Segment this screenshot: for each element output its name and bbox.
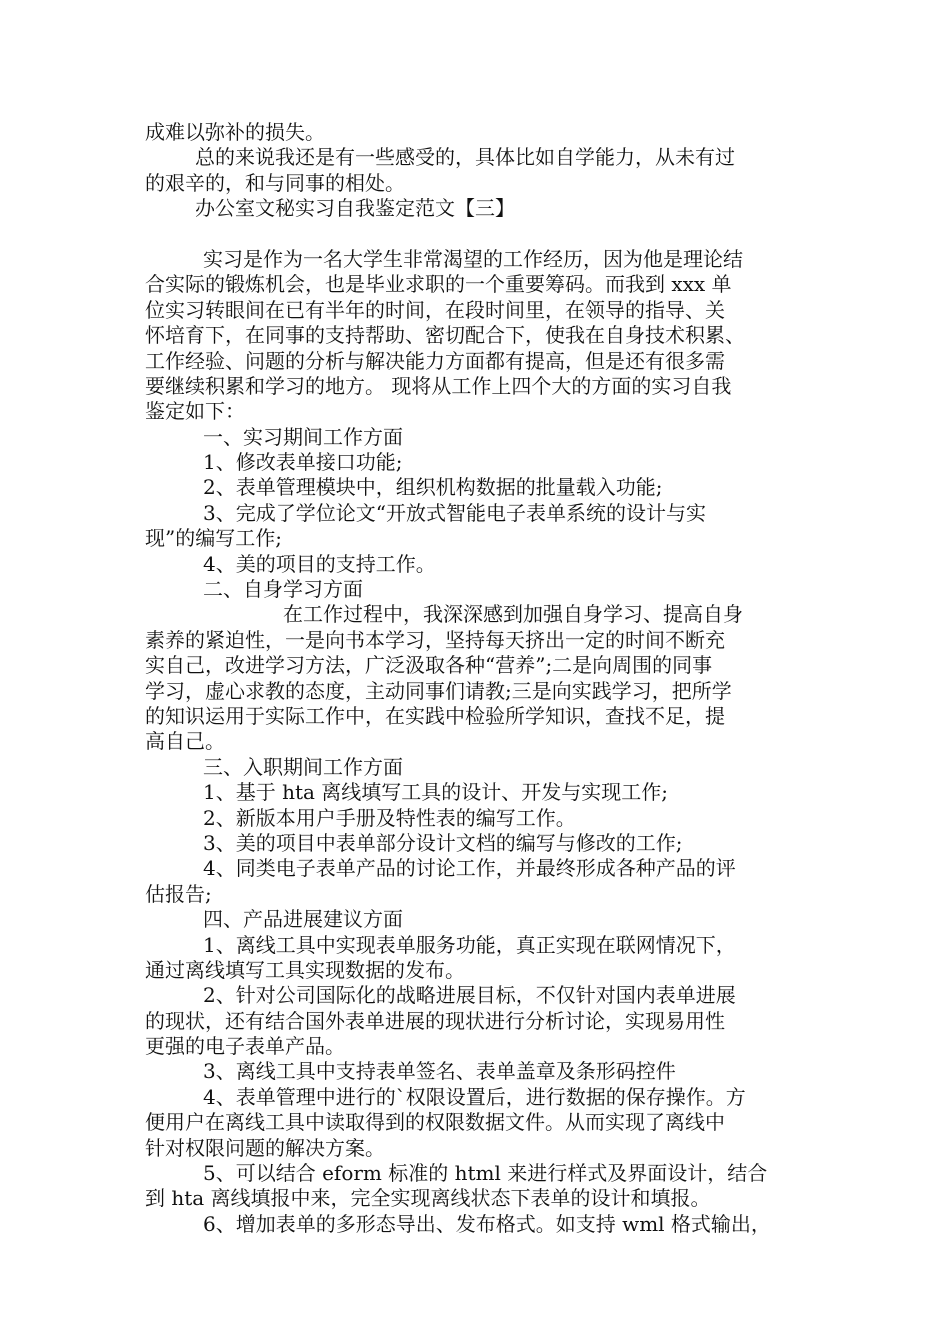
list-item: 3、完成了学位论文“开放式智能电子表单系统的设计与实 bbox=[203, 500, 706, 525]
document-body bbox=[145, 120, 813, 1237]
heading-self-study: 二、自身学习方面 bbox=[203, 577, 363, 602]
list-item: 3、美的项目中表单部分设计文档的编写与修改的工作; bbox=[203, 830, 683, 855]
list-item: 1、离线工具中实现表单服务功能，真正实现在联网情况下， bbox=[203, 932, 736, 957]
text-line: 通过离线填写工具实现数据的发布。 bbox=[145, 957, 465, 982]
text-line: 怀培育下，在同事的支持帮助、密切配合下，使我在自身技术积累、 bbox=[145, 323, 745, 348]
list-item: 6、增加表单的多形态导出、发布格式。如支持 wml 格式输出， bbox=[203, 1211, 771, 1236]
text-line: 现”的编写工作; bbox=[145, 526, 282, 551]
section-title: 办公室文秘实习自我鉴定范文【三】 bbox=[195, 196, 515, 221]
heading-product-suggestions: 四、产品进展建议方面 bbox=[203, 907, 403, 932]
text-line: 学习，虚心求教的态度，主动同事们请教;三是向实践学习，把所学 bbox=[145, 678, 732, 703]
text-line: 要继续积累和学习的地方。 现将从工作上四个大的方面的实习自我 bbox=[145, 373, 732, 398]
list-item: 5、可以结合 eform 标准的 html 来进行样式及界面设计，结合 bbox=[203, 1161, 768, 1186]
blank-line bbox=[145, 222, 813, 247]
text-line: 的知识运用于实际工作中，在实践中检验所学知识，查找不足，提 bbox=[145, 703, 725, 728]
text-line: 针对权限问题的解决方案。 bbox=[145, 1135, 385, 1160]
paragraph-start: 总的来说我还是有一些感受的，具体比如自学能力，从未有过 bbox=[195, 145, 735, 170]
paragraph-start: 在工作过程中，我深深感到加强自身学习、提高自身 bbox=[283, 602, 743, 627]
list-item: 1、基于 hta 离线填写工具的设计、开发与实现工作; bbox=[203, 780, 669, 805]
text-line: 更强的电子表单产品。 bbox=[145, 1034, 345, 1059]
list-item: 2、表单管理模块中，组织机构数据的批量载入功能; bbox=[203, 475, 663, 500]
text-line: 位实习转眼间在已有半年的时间，在段时间里，在领导的指导、关 bbox=[145, 297, 725, 322]
text-line: 高自己。 bbox=[145, 729, 225, 754]
list-item: 4、美的项目的支持工作。 bbox=[203, 551, 436, 576]
list-item: 4、同类电子表单产品的讨论工作，并最终形成各种产品的评 bbox=[203, 856, 736, 881]
text-line: 工作经验、问题的分析与解决能力方面都有提高，但是还有很多需 bbox=[145, 348, 725, 373]
text-line: 实自己，改进学习方法，广泛汲取各种“营养”;二是向周围的同事 bbox=[145, 653, 713, 678]
list-item: 1、修改表单接口功能; bbox=[203, 450, 403, 475]
text-line: 素养的紧迫性，一是向书本学习，坚持每天挤出一定的时间不断充 bbox=[145, 627, 725, 652]
heading-work-after-joining: 三、入职期间工作方面 bbox=[203, 754, 403, 779]
text-line: 的现状，还有结合国外表单进展的现状进行分析讨论，实现易用性 bbox=[145, 1008, 725, 1033]
list-item: 4、表单管理中进行的`权限设置后，进行数据的保存操作。方 bbox=[203, 1084, 746, 1109]
text-line: 的艰辛的，和与同事的相处。 bbox=[145, 170, 405, 195]
text-line: 到 hta 离线填报中来，完全实现离线状态下表单的设计和填报。 bbox=[145, 1186, 711, 1211]
paragraph-start: 实习是作为一名大学生非常渴望的工作经历，因为他是理论结 bbox=[203, 246, 743, 271]
text-line: 成难以弥补的损失。 bbox=[145, 120, 325, 144]
list-item: 2、针对公司国际化的战略进展目标，不仅针对国内表单进展 bbox=[203, 983, 736, 1008]
text-line: 合实际的锻炼机会，也是毕业求职的一个重要筹码。而我到 xxx 单 bbox=[145, 272, 732, 297]
text-line: 鉴定如下： bbox=[145, 399, 245, 424]
list-item: 2、新版本用户手册及特性表的编写工作。 bbox=[203, 805, 576, 830]
text-line: 估报告; bbox=[145, 881, 212, 906]
text-line: 便用户在离线工具中读取得到的权限数据文件。从而实现了离线中 bbox=[145, 1110, 725, 1135]
heading-work-during-internship: 一、实习期间工作方面 bbox=[203, 424, 403, 449]
list-item: 3、离线工具中支持表单签名、表单盖章及条形码控件 bbox=[203, 1059, 676, 1084]
